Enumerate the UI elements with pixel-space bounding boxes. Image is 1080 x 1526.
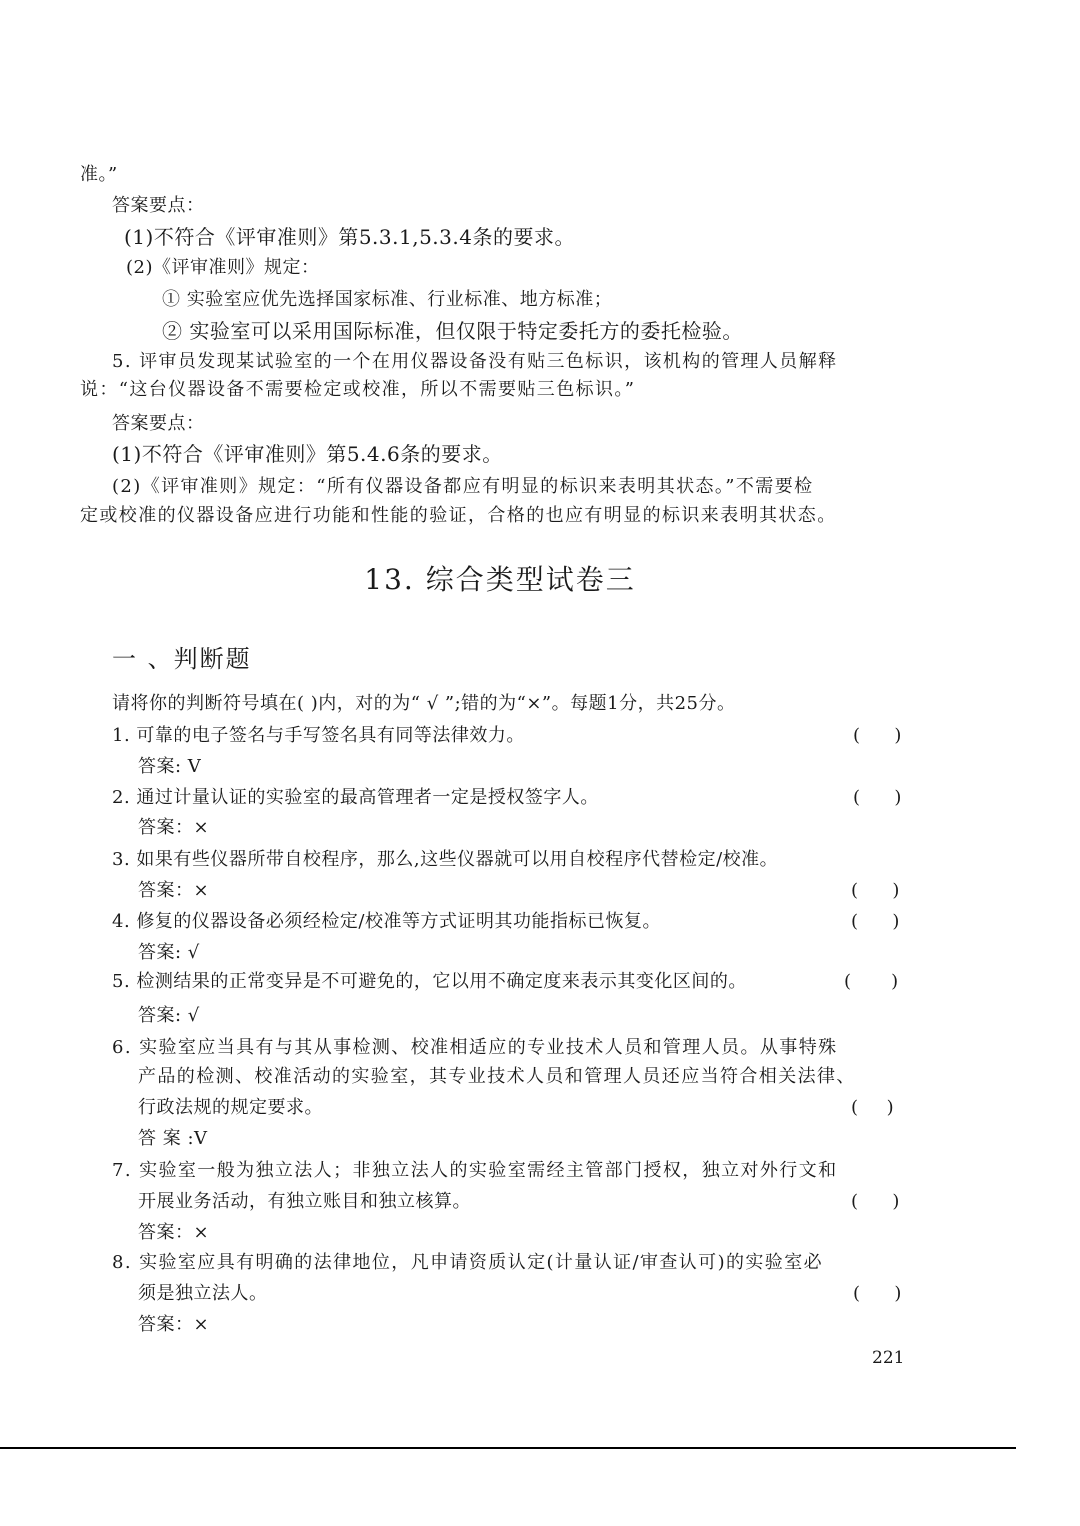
q5-answer-point-2-line2: 定或校准的仪器设备应进行功能和性能的验证，合格的也应有明显的标识来表明其状态。 <box>80 505 837 526</box>
footer-rule <box>0 1447 1016 1449</box>
question-6-answer: 答 案 :V <box>138 1128 208 1149</box>
question-6-line1: 6. 实验室应当具有与其从事检测、校准相适应的专业技术人员和管理人员。从事特殊 <box>112 1037 838 1058</box>
question-6-line2: 产品的检测、校准活动的实验室，其专业技术人员和管理人员还应当符合相关法律、 <box>138 1066 856 1087</box>
answer-point-2-sub-1: ① 实验室应优先选择国家标准、行业标准、地方标准； <box>162 289 613 310</box>
question-4: 4. 修复的仪器设备必须经检定/校准等方式证明其功能指标已恢复。 <box>112 911 661 932</box>
question-7-blank[interactable]: ( ) <box>851 1191 900 1212</box>
q5-answer-label: 答案要点： <box>112 413 205 434</box>
answer-point-2-sub-2: ② 实验室可以采用国际标准，但仅限于特定委托方的委托检验。 <box>162 319 743 343</box>
question-1-answer: 答案: V <box>138 756 202 777</box>
question-8-line2: 须是独立法人。 <box>138 1283 268 1304</box>
question-1-blank[interactable]: ( ) <box>853 725 902 746</box>
question-6-line3: 行政法规的规定要求。 <box>138 1097 323 1118</box>
question-5-blank[interactable]: ( ) <box>844 971 899 992</box>
question-6-blank[interactable]: ( ) <box>851 1097 894 1118</box>
section-title: 13. 综合类型试卷三 <box>364 563 636 596</box>
question-7-line1: 7. 实验室一般为独立法人；非独立法人的实验室需经主管部门授权，独立对外行文和 <box>112 1160 838 1181</box>
question-5-answer: 答案: √ <box>138 1005 200 1026</box>
q5-text-line1: 5. 评审员发现某试验室的一个在用仪器设备没有贴三色标识，该机构的管理人员解释 <box>112 351 838 372</box>
question-8-answer: 答案：× <box>138 1314 210 1335</box>
question-2-answer: 答案：× <box>138 817 210 838</box>
question-2: 2. 通过计量认证的实验室的最高管理者一定是授权签字人。 <box>112 787 599 808</box>
part-heading: 一 、判断题 <box>112 645 252 673</box>
answer-point-2: (2)《评审准则》规定： <box>126 257 320 278</box>
page-number: 221 <box>872 1348 905 1368</box>
answer-label: 答案要点： <box>112 195 205 216</box>
question-3-blank[interactable]: ( ) <box>851 880 900 901</box>
question-7-line2: 开展业务活动，有独立账目和独立核算。 <box>138 1191 471 1212</box>
question-8-line1: 8. 实验室应具有明确的法律地位，凡申请资质认定(计量认证/审查认可)的实验室必 <box>112 1252 824 1273</box>
q5-answer-point-2-line1: (2)《评审准则》规定：“所有仪器设备都应有明显的标识来表明其状态。”不需要检 <box>112 476 814 497</box>
question-3: 3. 如果有些仪器所带自校程序，那么,这些仪器就可以用自校程序代替检定/校准。 <box>112 849 779 870</box>
question-7-answer: 答案：× <box>138 1222 210 1243</box>
question-4-answer: 答案: √ <box>138 942 200 963</box>
q5-text-line2: 说：“这台仪器设备不需要检定或校准，所以不需要贴三色标识。” <box>80 379 636 400</box>
question-5: 5. 检测结果的正常变异是不可避免的，它以用不确定度来表示其变化区间的。 <box>112 971 747 992</box>
question-4-blank[interactable]: ( ) <box>851 911 900 932</box>
instruction: 请将你的判断符号填在( )内，对的为“ √ ”;错的为“×”。每题1分，共25分。 <box>112 693 736 714</box>
prev-tail: 准。” <box>80 164 118 185</box>
question-1: 1. 可靠的电子签名与手写签名具有同等法律效力。 <box>112 725 525 746</box>
q5-answer-point-1: (1)不符合《评审准则》第5.4.6条的要求。 <box>112 442 503 466</box>
answer-point-1: (1)不符合《评审准则》第5.3.1,5.3.4条的要求。 <box>124 225 575 249</box>
question-2-blank[interactable]: ( ) <box>853 787 902 808</box>
question-3-answer: 答案：× <box>138 880 210 901</box>
question-8-blank[interactable]: ( ) <box>853 1283 902 1304</box>
